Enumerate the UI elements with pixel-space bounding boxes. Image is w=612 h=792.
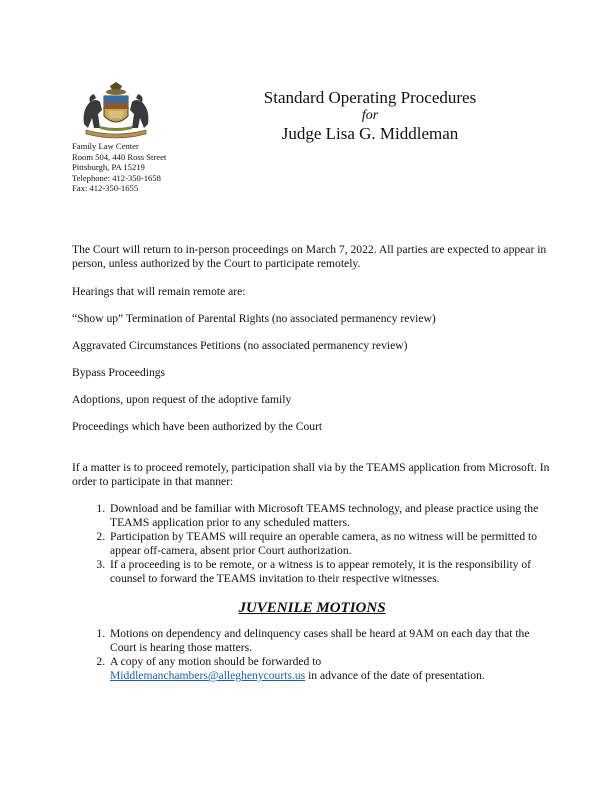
remote-hearing-item: “Show up” Termination of Parental Rights (no associated permanency review) [72, 312, 436, 325]
document-body [72, 243, 552, 683]
chambers-email-link[interactable]: Middlemanchambers@alleghenycourts.us [110, 669, 306, 682]
juvenile-motion-item [108, 655, 552, 683]
juvenile-motion-item: 1. Motions on dependency and delinquency cases shall be heard at 9AM on each day that the Court is hearing those matters. [108, 627, 552, 655]
judge-name: Judge Lisa G. Middleman [281, 124, 459, 143]
address-line: Room 504, 440 Ross Street [72, 151, 167, 162]
remote-hearing-item: Adoptions, upon request of the adoptive family [72, 393, 292, 406]
remote-hearing-item: Proceedings which have been authorized by the Court [72, 420, 323, 433]
teams-step: 2. Participation by TEAMS will require an operable camera, as no witness will be permitted to appear off-camera, absent prior Court authorization. [108, 530, 552, 558]
address-line: Family Law Center [72, 141, 139, 151]
title-block [200, 88, 540, 144]
intro-paragraph: The Court will return to in-person proceedings on March 7, 2022. All parties are expected to appear in person, unless authorized by the Court to participate remotely. [72, 243, 547, 270]
teams-step: 1. Download and be familiar with Microsoft TEAMS technology, and please practice using the TEAMS application prior to any scheduled matters. [108, 502, 552, 530]
address-line: Pittsburgh, PA 15219 [72, 162, 145, 172]
juvenile-motion-text: in advance of the date of presentation. [305, 669, 485, 682]
telephone: Telephone: 412-350-1658 [72, 172, 161, 183]
juvenile-motion-text: A copy of any motion should be forwarded to [110, 655, 322, 668]
teams-intro-paragraph: If a matter is to proceed remotely, participation shall via by the TEAMS application from Microsoft. In order to participate in that manner: [72, 461, 550, 488]
remote-hearing-item: Aggravated Circumstances Petitions (no associated permanency review) [72, 339, 408, 352]
remote-hearing-item: Bypass Proceedings [72, 366, 166, 379]
juvenile-motions-heading: JUVENILE MOTIONS [238, 600, 386, 616]
pennsylvania-coat-of-arms-icon [76, 80, 156, 140]
court-address [72, 141, 166, 194]
fax: Fax: 412-350-1655 [72, 183, 139, 193]
remote-hearings-heading: Hearings that will remain remote are: [72, 285, 246, 298]
teams-step: 3. If a proceeding is to be remote, or a witness is to appear remotely, it is the responsibility of counsel to forward the TEAMS invitation to their respective witnesses. [108, 558, 552, 586]
title-for: for [361, 108, 379, 123]
juvenile-motions-list [72, 627, 552, 683]
page-title: Standard Operating Procedures [263, 88, 477, 107]
teams-steps-list [72, 502, 552, 586]
